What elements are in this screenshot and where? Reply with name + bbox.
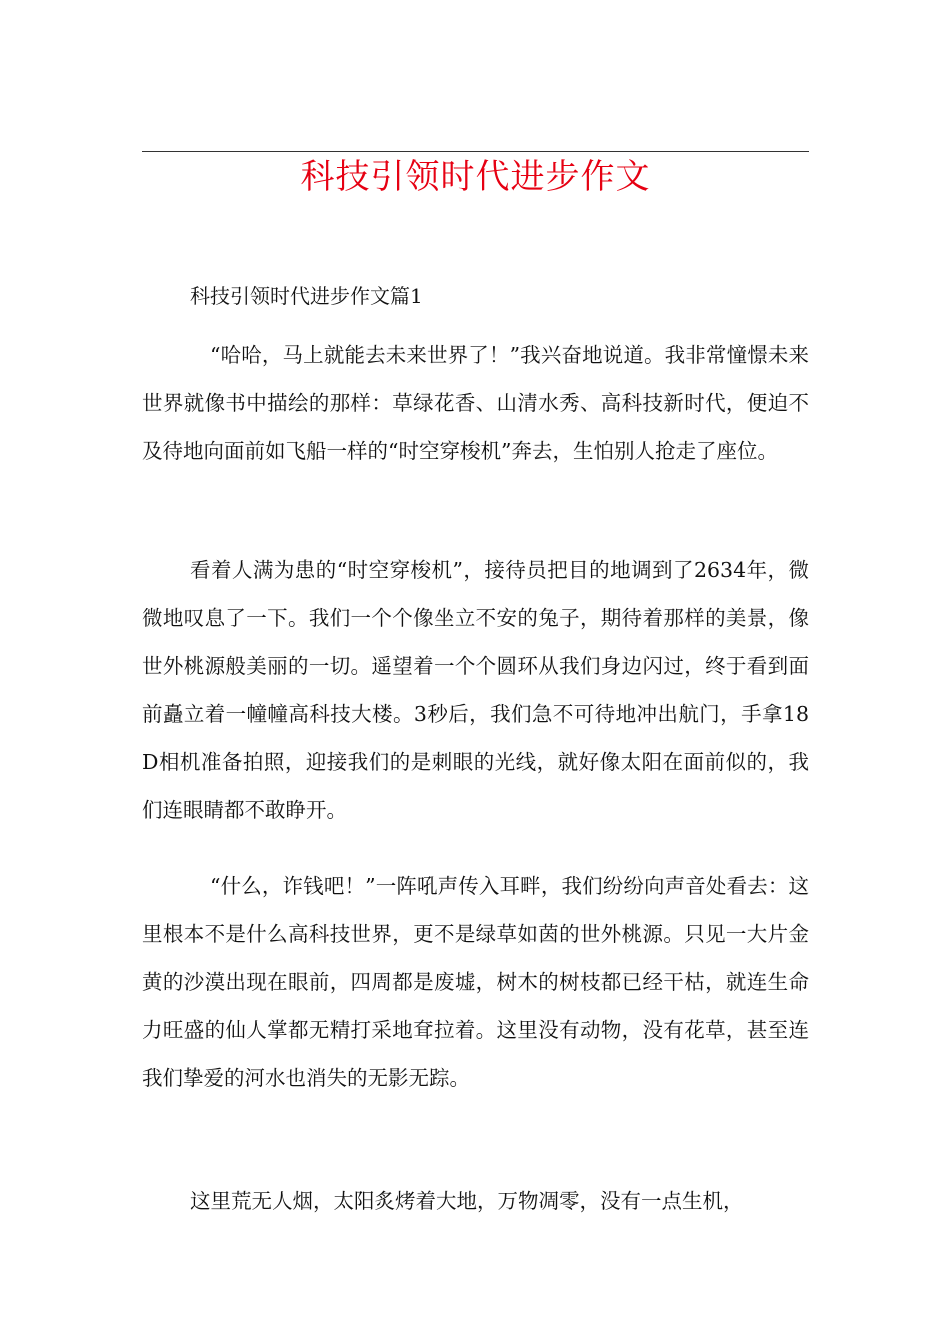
document-title: 科技引领时代进步作文	[300, 157, 651, 197]
paragraph-3: “什么，诈钱吧！”一阵吼声传入耳畔，我们纷纷向声音处看去：这里根本不是什么高科技世界，更不是绿草如茵的世外桃源。只见一大片金黄的沙漠出现在眼前，四周都是废墟，树木的树枝都已经干枯，就连生命力旺盛的仙人掌都无精打采地耷拉着。这里没有动物，没有花草，甚至连我们挚爱的河水也消失的无影无踪。	[142, 874, 809, 1090]
section-subtitle: 科技引领时代进步作文篇1	[190, 284, 423, 308]
paragraph-4: 这里荒无人烟，太阳炙烤着大地，万物凋零，没有一点生机，	[190, 1189, 744, 1213]
paragraph-2: 看着人满为患的“时空穿梭机”，接待员把目的地调到了2634年，微微地叹息了一下。我们一个个像坐立不安的兔子，期待着那样的美景，像世外桃源般美丽的一切。遥望着一个个圆环从我们身边闪过，终于看到面前矗立着一幢幢高科技大楼。3秒后，我们急不可待地冲出航门，手拿18D相机准备拍照，迎接我们的是刺眼的光线，就好像太阳在面前似的，我们连眼睛都不敢睁开。	[142, 558, 809, 822]
paragraph-1: “哈哈，马上就能去未来世界了！”我兴奋地说道。我非常憧憬未来世界就像书中描绘的那样：草绿花香、山清水秀、高科技新时代，便迫不及待地向面前如飞船一样的“时空穿梭机”奔去，生怕别人抢走了座位。	[142, 343, 809, 463]
